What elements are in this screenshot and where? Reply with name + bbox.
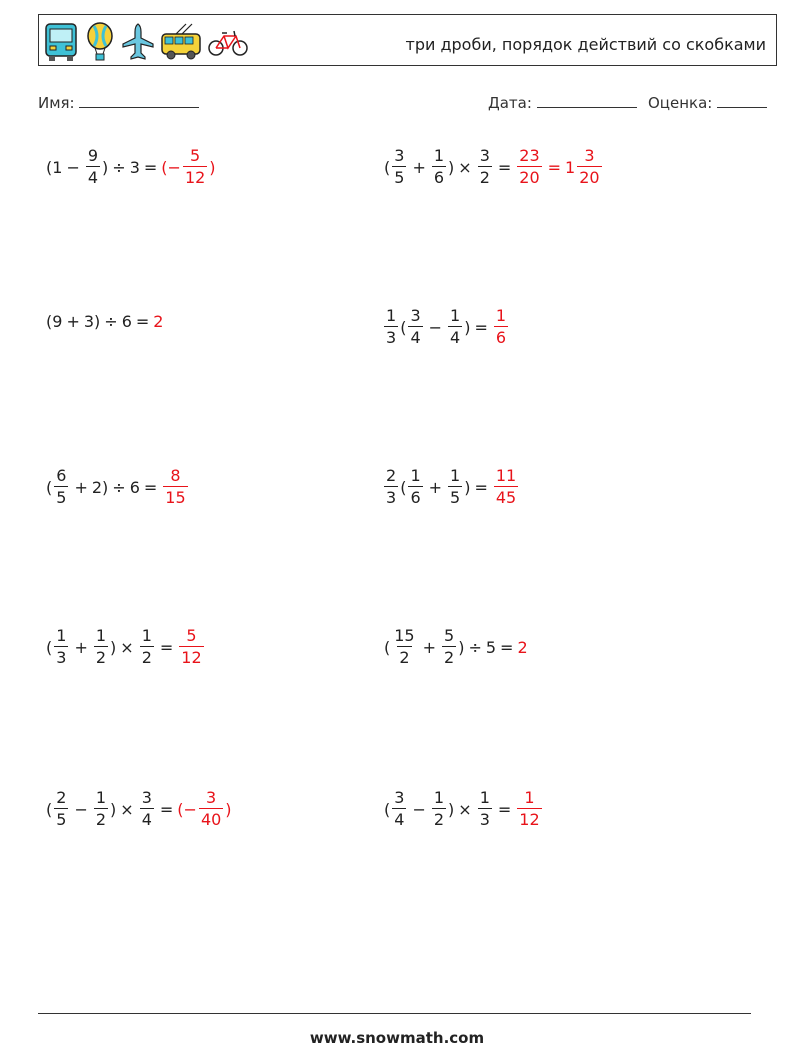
date-field[interactable] — [488, 94, 637, 112]
answer: ( − $\frac{3}{40}$ ) — [177, 788, 232, 829]
answer: $\frac{23}{20}$ = 1 $\frac{3}{20}$ — [519, 146, 600, 187]
equals-sign: = — [474, 477, 488, 497]
operator: − — [66, 157, 80, 177]
answer: 2 — [153, 312, 164, 331]
operator: ÷ — [104, 312, 118, 331]
fraction: $\frac{5}{2}$ — [444, 626, 455, 667]
fraction: $\frac{3}{5}$ — [394, 146, 405, 187]
name-label: Имя: — [38, 94, 75, 112]
name-line[interactable] — [79, 95, 199, 108]
number: 1 — [52, 157, 63, 177]
fraction: $\frac{3}{4}$ — [410, 306, 421, 347]
equals-sign: = — [143, 477, 158, 497]
number: 9 — [52, 312, 63, 331]
equals-sign: = — [143, 157, 158, 177]
fraction: $\frac{1}{2}$ — [433, 788, 445, 829]
grade-field[interactable] — [648, 94, 767, 112]
date-line[interactable] — [537, 95, 637, 108]
answer: $\frac{11}{45}$ — [495, 466, 517, 507]
equals-sign: = — [474, 317, 488, 337]
paren: ) — [102, 157, 109, 177]
paren: ) — [110, 799, 117, 819]
paren: ( — [46, 799, 53, 819]
number: 2 — [91, 477, 103, 497]
footer-divider — [38, 1013, 751, 1014]
paren: ) — [464, 477, 471, 497]
problem-5 — [46, 468, 190, 506]
fraction: $\frac{1}{3}$ — [479, 788, 490, 829]
equals-sign: = — [159, 799, 174, 819]
paren: ) — [458, 637, 465, 657]
number: 3 — [129, 157, 140, 177]
operator: + — [422, 637, 437, 657]
paren: ) — [464, 317, 471, 337]
paren: ) — [448, 157, 455, 177]
fraction: $\frac{3}{4}$ — [141, 788, 152, 829]
operator: − — [74, 799, 88, 819]
operator: + — [66, 312, 80, 331]
answer: ( − $\frac{5}{12}$ ) — [161, 146, 216, 187]
bus-icon — [43, 22, 79, 62]
number: 3 — [83, 312, 95, 331]
fraction: $\frac{15}{2}$ — [394, 626, 415, 667]
problem-1 — [46, 148, 216, 186]
date-label: Дата: — [488, 94, 532, 112]
operator: + — [74, 637, 88, 657]
operator: − — [412, 799, 426, 819]
equals-sign: = — [500, 637, 514, 657]
paren: ( — [384, 157, 391, 177]
paren: ( — [46, 312, 53, 331]
fraction: $\frac{1}{3}$ — [56, 626, 67, 667]
problem-9 — [46, 790, 232, 828]
answer: $\frac{1}{6}$ — [495, 306, 507, 347]
grade-label: Оценка: — [648, 94, 713, 112]
paren: ) — [448, 799, 455, 819]
number: 5 — [485, 637, 497, 657]
equals-sign: = — [497, 157, 512, 177]
fraction: $\frac{1}{2}$ — [95, 788, 107, 829]
problem-2 — [384, 148, 604, 186]
problem-7 — [46, 628, 206, 666]
worksheet-header — [38, 14, 777, 66]
answer: $\frac{1}{12}$ — [519, 788, 540, 829]
problem-10 — [384, 790, 544, 828]
paren: ( — [400, 477, 407, 497]
worksheet-title: три дроби, порядок действий со скобками — [405, 35, 766, 54]
paren: ( — [46, 637, 53, 657]
equals-sign: = — [135, 312, 150, 331]
problem-6 — [382, 468, 520, 506]
paren: ( — [400, 317, 407, 337]
fraction: $\frac{1}{2}$ — [141, 626, 152, 667]
fraction: $\frac{9}{4}$ — [87, 146, 99, 187]
operator: ÷ — [112, 157, 126, 177]
paren: ( — [46, 477, 53, 497]
paren: ( — [384, 799, 391, 819]
name-field[interactable] — [38, 94, 199, 112]
trolleybus-icon — [160, 22, 202, 62]
paren: ( — [46, 157, 53, 177]
airplane-icon — [121, 22, 155, 62]
operator: ÷ — [112, 477, 126, 497]
bicycle-icon — [207, 22, 249, 62]
grade-line[interactable] — [717, 95, 767, 108]
fraction: $\frac{1}{3}$ — [386, 306, 397, 347]
equals-sign: = — [159, 637, 174, 657]
header-icons — [43, 21, 254, 63]
answer: $\frac{5}{12}$ — [181, 626, 202, 667]
problem-8 — [384, 628, 528, 666]
problem-3 — [46, 312, 163, 331]
operator: × — [120, 637, 134, 657]
answer: 2 — [517, 637, 528, 657]
footer-url[interactable]: www.snowmath.com — [309, 1029, 485, 1047]
equals-sign: = — [497, 799, 512, 819]
fraction: $\frac{1}{6}$ — [433, 146, 445, 187]
fraction: $\frac{1}{4}$ — [450, 306, 461, 347]
hot-air-balloon-icon — [84, 22, 116, 62]
fraction: $\frac{3}{2}$ — [479, 146, 490, 187]
fraction: $\frac{6}{5}$ — [56, 466, 67, 507]
fraction: $\frac{2}{5}$ — [56, 788, 67, 829]
fraction: $\frac{1}{2}$ — [95, 626, 107, 667]
operator: × — [458, 157, 472, 177]
paren: ) — [102, 477, 109, 497]
problem-4 — [382, 308, 510, 346]
fraction: $\frac{1}{6}$ — [410, 466, 421, 507]
operator: × — [120, 799, 134, 819]
paren: ) — [94, 312, 101, 331]
operator: + — [428, 477, 443, 497]
answer: $\frac{8}{15}$ — [165, 466, 186, 507]
paren: ( — [384, 637, 391, 657]
operator: × — [458, 799, 472, 819]
paren: ) — [110, 637, 117, 657]
number: 6 — [129, 477, 140, 497]
fraction: $\frac{1}{5}$ — [450, 466, 461, 507]
fraction: $\frac{2}{3}$ — [386, 466, 397, 507]
operator: + — [412, 157, 426, 177]
operator: + — [74, 477, 88, 497]
operator: ÷ — [468, 637, 482, 657]
number: 6 — [121, 312, 132, 331]
fraction: $\frac{3}{4}$ — [394, 788, 405, 829]
operator: − — [428, 317, 443, 337]
